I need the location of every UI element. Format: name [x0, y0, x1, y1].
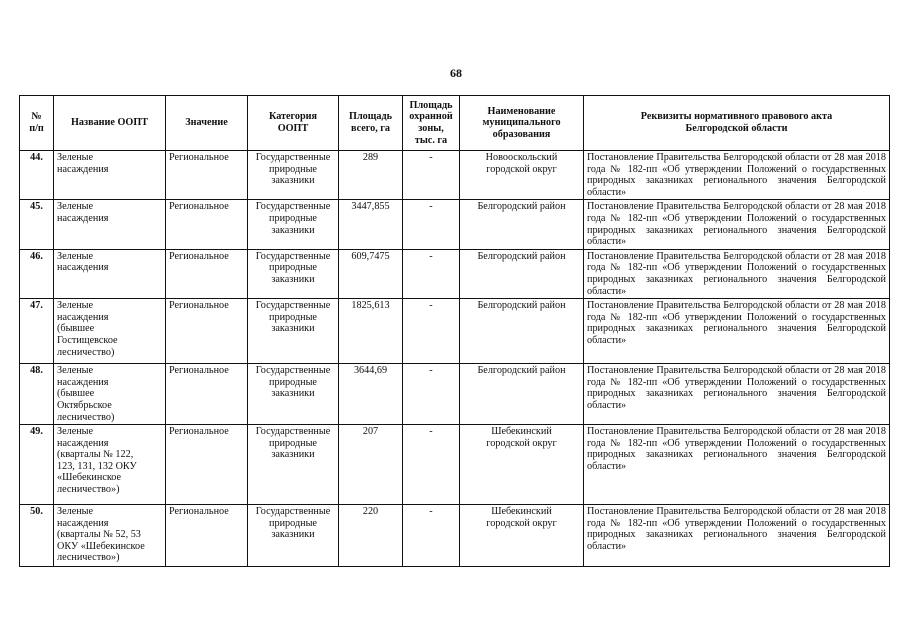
table-row — [20, 364, 890, 425]
row-num: 50. — [20, 505, 54, 567]
row-significance: Региональное — [166, 200, 248, 249]
row-num: 49. — [20, 425, 54, 505]
row-area-total: 3447,855 — [339, 200, 403, 249]
row-num: 47. — [20, 299, 54, 364]
header-municipality: Наименование муниципального образования — [460, 96, 584, 151]
row-municipality: Белгородский район — [460, 249, 584, 298]
row-area-total: 220 — [339, 505, 403, 567]
row-area-total: 207 — [339, 425, 403, 505]
row-significance: Региональное — [166, 151, 248, 200]
header-category: Категория ООПТ — [248, 96, 339, 151]
row-act: Постановление Правительства Белгородской области от 28 мая 2018 года № 182-пп «Об утверждении Положений о государственных природных заказниках регионального значения Белгородской области» — [584, 425, 890, 505]
header-num: № п/п — [20, 96, 54, 151]
row-municipality: Белгородский район — [460, 299, 584, 364]
row-act: Постановление Правительства Белгородской области от 28 мая 2018 года № 182-пп «Об утверждении Положений о государственных природных заказниках регионального значения Белгородской области» — [584, 505, 890, 567]
table-body — [20, 151, 890, 567]
row-act: Постановление Правительства Белгородской области от 28 мая 2018 года № 182-пп «Об утверждении Положений о государственных природных заказниках регионального значения Белгородской области» — [584, 200, 890, 249]
row-act: Постановление Правительства Белгородской области от 28 мая 2018 года № 182-пп «Об утверждении Положений о государственных природных заказниках регионального значения Белгородской области» — [584, 151, 890, 200]
header-significance: Значение — [166, 96, 248, 151]
row-num: 46. — [20, 249, 54, 298]
header-row — [20, 96, 890, 151]
row-category: Государственные природные заказники — [248, 364, 339, 425]
row-name: Зеленые насаждения (кварталы № 52, 53 ОКУ «Шебекинское лесничество») — [54, 505, 166, 567]
row-category: Государственные природные заказники — [248, 249, 339, 298]
table-header — [20, 96, 890, 151]
header-area-total: Площадь всего, га — [339, 96, 403, 151]
header-name: Название ООПТ — [54, 96, 166, 151]
table-row — [20, 505, 890, 567]
protected-areas-table — [19, 95, 890, 567]
row-category: Государственные природные заказники — [248, 299, 339, 364]
row-municipality: Белгородский район — [460, 364, 584, 425]
row-act: Постановление Правительства Белгородской области от 28 мая 2018 года № 182-пп «Об утверждении Положений о государственных природных заказниках регионального значения Белгородской области» — [584, 299, 890, 364]
row-category: Государственные природные заказники — [248, 425, 339, 505]
row-area-total: 289 — [339, 151, 403, 200]
row-act: Постановление Правительства Белгородской области от 28 мая 2018 года № 182-пп «Об утверждении Положений о государственных природных заказниках регионального значения Белгородской области» — [584, 364, 890, 425]
row-num: 48. — [20, 364, 54, 425]
row-significance: Региональное — [166, 364, 248, 425]
table-row — [20, 299, 890, 364]
table-row — [20, 151, 890, 200]
table-row — [20, 200, 890, 249]
row-name: Зеленые насаждения — [54, 200, 166, 249]
row-num: 45. — [20, 200, 54, 249]
row-significance: Региональное — [166, 425, 248, 505]
row-num: 44. — [20, 151, 54, 200]
row-municipality: Новооскольский городской округ — [460, 151, 584, 200]
row-municipality: Белгородский район — [460, 200, 584, 249]
row-name: Зеленые насаждения (кварталы № 122, 123, 131, 132 ОКУ «Шебекинское лесничество») — [54, 425, 166, 505]
row-area-buffer: - — [403, 249, 460, 298]
row-municipality: Шебекинский городской округ — [460, 505, 584, 567]
header-act: Реквизиты нормативного правового акта Белгородской области — [584, 96, 890, 151]
row-category: Государственные природные заказники — [248, 200, 339, 249]
header-area-buffer: Площадь охранной зоны, тыс. га — [403, 96, 460, 151]
table-row — [20, 425, 890, 505]
row-significance: Региональное — [166, 299, 248, 364]
row-municipality: Шебекинский городской округ — [460, 425, 584, 505]
row-significance: Региональное — [166, 505, 248, 567]
row-area-buffer: - — [403, 425, 460, 505]
row-area-buffer: - — [403, 200, 460, 249]
row-name: Зеленые насаждения (бывшее Гостищевское лесничество) — [54, 299, 166, 364]
row-area-total: 1825,613 — [339, 299, 403, 364]
row-area-buffer: - — [403, 505, 460, 567]
row-category: Государственные природные заказники — [248, 505, 339, 567]
table-row — [20, 249, 890, 298]
row-area-buffer: - — [403, 364, 460, 425]
row-name: Зеленые насаждения (бывшее Октябрьское лесничество) — [54, 364, 166, 425]
page-number: 68 — [450, 66, 462, 80]
row-name: Зеленые насаждения — [54, 249, 166, 298]
row-category: Государственные природные заказники — [248, 151, 339, 200]
row-name: Зеленые насаждения — [54, 151, 166, 200]
row-area-buffer: - — [403, 151, 460, 200]
row-act: Постановление Правительства Белгородской области от 28 мая 2018 года № 182-пп «Об утверждении Положений о государственных природных заказниках регионального значения Белгородской области» — [584, 249, 890, 298]
row-area-total: 609,7475 — [339, 249, 403, 298]
row-significance: Региональное — [166, 249, 248, 298]
row-area-total: 3644,69 — [339, 364, 403, 425]
row-area-buffer: - — [403, 299, 460, 364]
